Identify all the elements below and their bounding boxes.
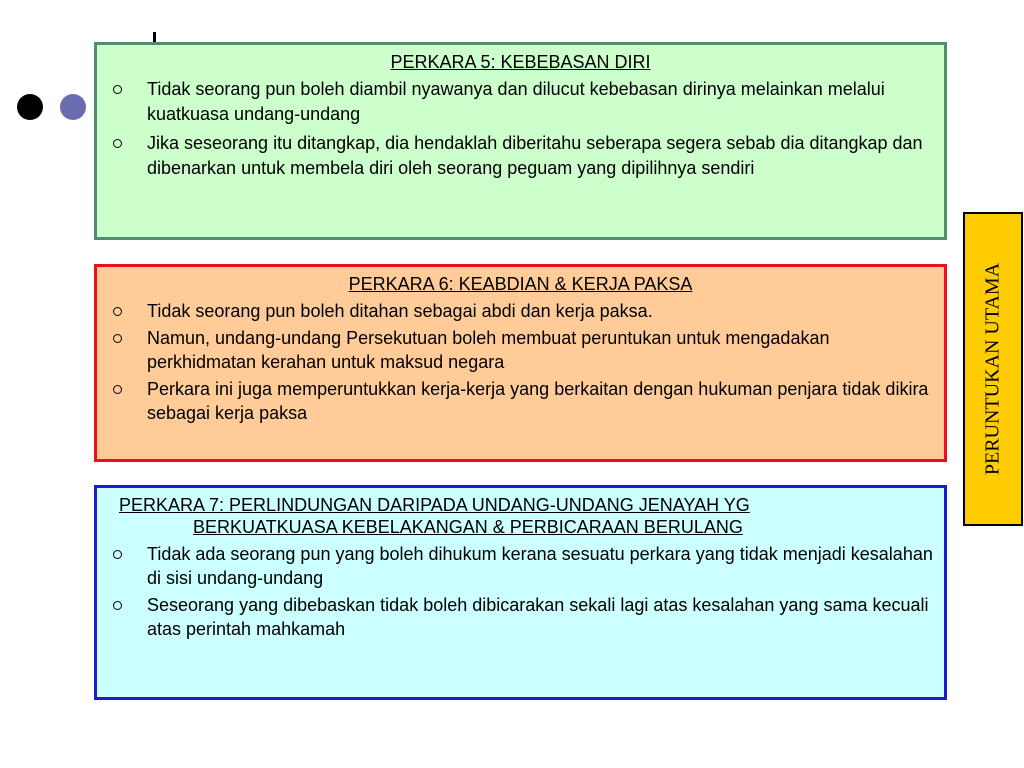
section-perkara-7 — [94, 485, 947, 700]
circle-bullet-icon — [113, 307, 122, 316]
circle-bullet-icon — [113, 139, 122, 148]
circle-bullet-icon — [113, 601, 122, 610]
circle-bullet-icon — [113, 550, 122, 559]
list-item: Perkara ini juga memperuntukkan kerja-kerja yang berkaitan dengan hukuman penjara tidak dikira sebagai kerja paksa — [107, 377, 934, 425]
list-item: Tidak seorang pun boleh diambil nyawanya dan dilucut kebebasan dirinya melainkan melalui kuatkuasa undang-undang — [107, 77, 934, 127]
section-title: PERKARA 5: KEBEBASAN DIRI — [390, 52, 651, 72]
circle-bullet-icon — [113, 385, 122, 394]
black-dot-icon — [17, 94, 43, 120]
section-title-line1: PERKARA 7: PERLINDUNGAN DARIPADA UNDANG-UNDANG JENAYAH YG — [119, 495, 750, 515]
section-title: PERKARA 6: KEABDIAN & KERJA PAKSA — [348, 274, 693, 294]
list-item: Seseorang yang dibebaskan tidak boleh dibicarakan sekali lagi atas kesalahan yang sama kecuali atas perintah mahkamah — [107, 593, 934, 641]
circle-bullet-icon — [113, 85, 122, 94]
bullet-list — [107, 77, 934, 181]
bullet-list — [107, 299, 934, 425]
section-title — [107, 494, 934, 538]
list-item: Tidak seorang pun boleh ditahan sebagai abdi dan kerja paksa. — [107, 299, 934, 323]
side-label: PERUNTUKAN UTAMA — [981, 262, 1004, 476]
list-item: Namun, undang-undang Persekutuan boleh membuat peruntukan untuk mengadakan perkhidmatan kerahan untuk maksud negara — [107, 326, 934, 374]
list-item: Tidak ada seorang pun yang boleh dihukum kerana sesuatu perkara yang tidak menjadi kesalahan di sisi undang-undang — [107, 542, 934, 590]
side-label-box — [963, 212, 1023, 526]
bullet-list — [107, 542, 934, 641]
list-item: Jika seseorang itu ditangkap, dia hendaklah diberitahu seberapa segera sebab dia ditangkap dan dibenarkan untuk membela diri oleh seorang peguam yang dipilihnya sendiri — [107, 131, 934, 181]
section-perkara-5 — [94, 42, 947, 240]
section-perkara-6 — [94, 264, 947, 462]
circle-bullet-icon — [113, 334, 122, 343]
blue-dot-icon — [60, 94, 86, 120]
section-title-line2: BERKUATKUASA KEBELAKANGAN & PERBICARAAN BERULANG — [193, 517, 743, 537]
